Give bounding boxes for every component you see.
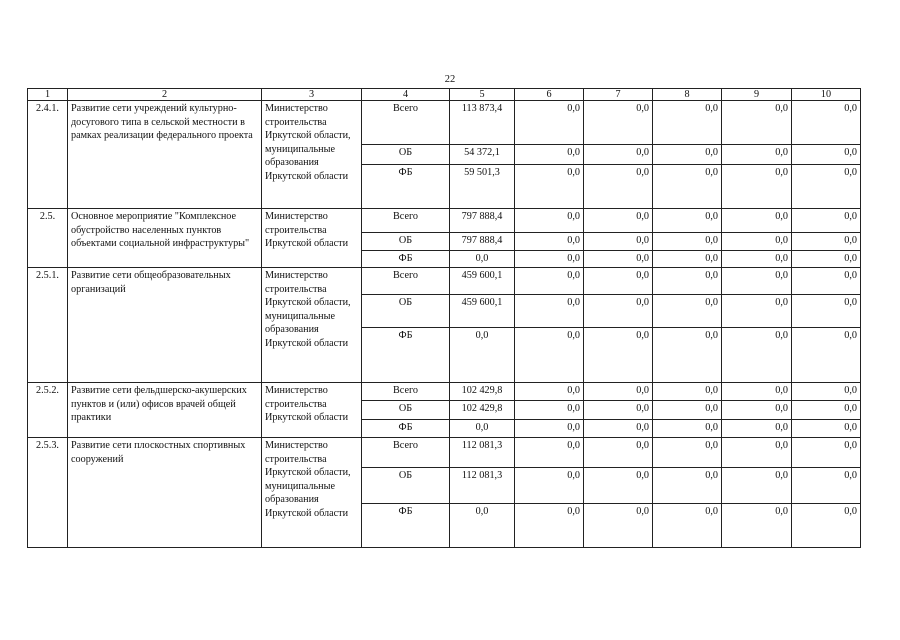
total-value: 59 501,3 [450,165,515,209]
year-value: 0,0 [792,383,861,401]
year-value: 0,0 [653,268,722,295]
item-name: Развитие сети общеобразовательных организаций [68,268,262,383]
year-value: 0,0 [653,420,722,438]
year-value: 0,0 [722,504,792,548]
year-value: 0,0 [584,383,653,401]
year-value: 0,0 [722,438,792,468]
column-number: 6 [515,89,584,101]
year-value: 0,0 [722,145,792,165]
year-value: 0,0 [584,209,653,233]
year-value: 0,0 [722,328,792,383]
funding-source: ОБ [362,233,450,251]
year-value: 0,0 [653,401,722,420]
funding-source: ОБ [362,468,450,504]
budget-table [27,88,861,548]
year-value: 0,0 [653,295,722,328]
year-value: 0,0 [653,504,722,548]
total-value: 0,0 [450,504,515,548]
year-value: 0,0 [722,101,792,145]
total-value: 797 888,4 [450,233,515,251]
year-value: 0,0 [584,268,653,295]
item-code: 2.5.2. [28,383,68,438]
funding-source: Всего [362,209,450,233]
item-code: 2.5.1. [28,268,68,383]
funding-source: Всего [362,438,450,468]
year-value: 0,0 [515,383,584,401]
year-value: 0,0 [515,420,584,438]
year-value: 0,0 [653,233,722,251]
total-value: 112 081,3 [450,468,515,504]
year-value: 0,0 [515,101,584,145]
year-value: 0,0 [584,295,653,328]
total-value: 102 429,8 [450,401,515,420]
total-value: 797 888,4 [450,209,515,233]
year-value: 0,0 [722,233,792,251]
funding-source: ОБ [362,401,450,420]
year-value: 0,0 [792,209,861,233]
funding-source: Всего [362,101,450,145]
year-value: 0,0 [653,251,722,268]
total-value: 0,0 [450,328,515,383]
year-value: 0,0 [653,145,722,165]
item-executor: Министерство строительства Иркутской области, муниципальные образования Иркутской области [262,101,362,209]
year-value: 0,0 [584,233,653,251]
year-value: 0,0 [722,420,792,438]
year-value: 0,0 [792,438,861,468]
year-value: 0,0 [584,468,653,504]
funding-source: ФБ [362,328,450,383]
column-number: 7 [584,89,653,101]
year-value: 0,0 [792,401,861,420]
year-value: 0,0 [653,438,722,468]
column-number: 10 [792,89,861,101]
table-row [28,268,861,295]
year-value: 0,0 [515,295,584,328]
year-value: 0,0 [722,401,792,420]
column-number: 1 [28,89,68,101]
total-value: 102 429,8 [450,383,515,401]
table-row [28,383,861,401]
year-value: 0,0 [515,438,584,468]
year-value: 0,0 [584,101,653,145]
year-value: 0,0 [792,504,861,548]
year-value: 0,0 [515,468,584,504]
year-value: 0,0 [792,295,861,328]
item-executor: Министерство строительства Иркутской области [262,383,362,438]
year-value: 0,0 [792,420,861,438]
funding-source: ФБ [362,251,450,268]
year-value: 0,0 [515,504,584,548]
total-value: 0,0 [450,420,515,438]
year-value: 0,0 [584,145,653,165]
funding-source: ФБ [362,165,450,209]
table-row [28,438,861,468]
funding-source: ФБ [362,420,450,438]
item-name: Развитие сети плоскостных спортивных сооружений [68,438,262,548]
item-executor: Министерство строительства Иркутской области [262,209,362,268]
funding-source: ОБ [362,295,450,328]
item-code: 2.5. [28,209,68,268]
year-value: 0,0 [792,251,861,268]
column-number: 2 [68,89,262,101]
year-value: 0,0 [722,468,792,504]
column-number: 8 [653,89,722,101]
item-code: 2.4.1. [28,101,68,209]
item-name: Основное мероприятие "Комплексное обустройство населенных пунктов объектами социальной инфраструктуры" [68,209,262,268]
year-value: 0,0 [722,251,792,268]
year-value: 0,0 [653,468,722,504]
item-name: Развитие сети учреждений культурно-досугового типа в сельской местности в рамках реализации федерального проекта [68,101,262,209]
table-row [28,209,861,233]
item-executor: Министерство строительства Иркутской области, муниципальные образования Иркутской области [262,268,362,383]
column-number: 5 [450,89,515,101]
year-value: 0,0 [584,165,653,209]
item-executor: Министерство строительства Иркутской области, муниципальные образования Иркутской области [262,438,362,548]
year-value: 0,0 [515,165,584,209]
page-number: 22 [444,74,456,85]
year-value: 0,0 [792,468,861,504]
item-name: Развитие сети фельдшерско-акушерских пунктов и (или) офисов врачей общей практики [68,383,262,438]
year-value: 0,0 [584,251,653,268]
year-value: 0,0 [653,328,722,383]
year-value: 0,0 [722,383,792,401]
year-value: 0,0 [792,328,861,383]
year-value: 0,0 [584,504,653,548]
funding-source: Всего [362,383,450,401]
year-value: 0,0 [653,383,722,401]
year-value: 0,0 [792,268,861,295]
table-row [28,101,861,145]
year-value: 0,0 [515,328,584,383]
year-value: 0,0 [722,209,792,233]
total-value: 459 600,1 [450,295,515,328]
year-value: 0,0 [515,268,584,295]
year-value: 0,0 [792,233,861,251]
column-number-row [28,89,861,101]
year-value: 0,0 [515,401,584,420]
column-number: 4 [362,89,450,101]
funding-source: ОБ [362,145,450,165]
total-value: 113 873,4 [450,101,515,145]
year-value: 0,0 [515,145,584,165]
year-value: 0,0 [584,328,653,383]
total-value: 459 600,1 [450,268,515,295]
item-code: 2.5.3. [28,438,68,548]
funding-source: ФБ [362,504,450,548]
year-value: 0,0 [792,101,861,145]
year-value: 0,0 [653,101,722,145]
year-value: 0,0 [584,420,653,438]
total-value: 0,0 [450,251,515,268]
year-value: 0,0 [653,209,722,233]
column-number: 3 [262,89,362,101]
year-value: 0,0 [515,233,584,251]
year-value: 0,0 [515,251,584,268]
year-value: 0,0 [722,295,792,328]
column-number: 9 [722,89,792,101]
year-value: 0,0 [653,165,722,209]
year-value: 0,0 [515,209,584,233]
year-value: 0,0 [722,268,792,295]
total-value: 112 081,3 [450,438,515,468]
year-value: 0,0 [722,165,792,209]
year-value: 0,0 [584,438,653,468]
funding-source: Всего [362,268,450,295]
year-value: 0,0 [792,145,861,165]
total-value: 54 372,1 [450,145,515,165]
year-value: 0,0 [584,401,653,420]
year-value: 0,0 [792,165,861,209]
